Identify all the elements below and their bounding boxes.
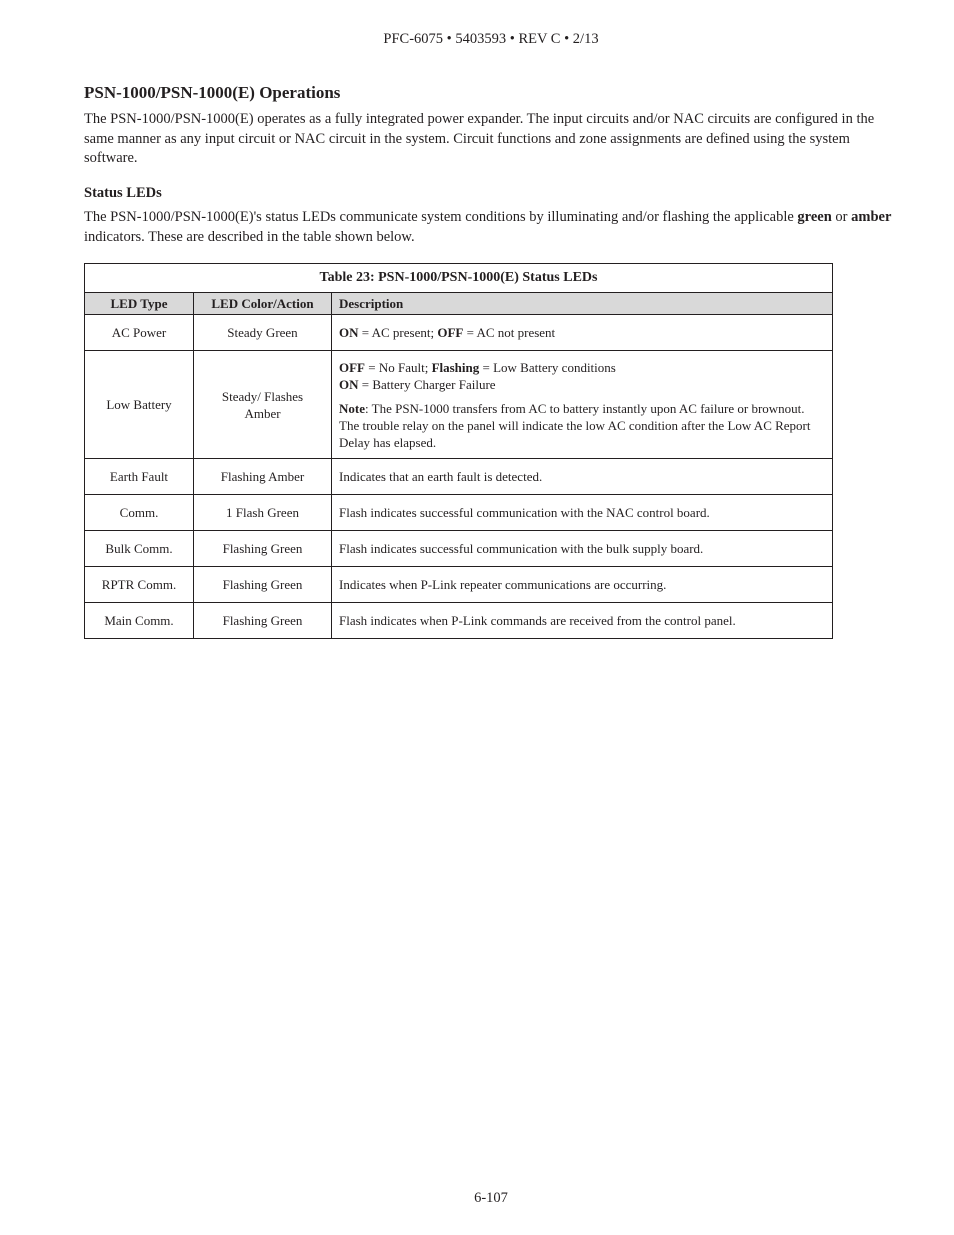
header-description: Description bbox=[332, 293, 833, 315]
page-number: 6-107 bbox=[474, 1190, 508, 1206]
bold-green: green bbox=[797, 209, 832, 225]
description-cell: OFF = No Fault; Flashing = Low Battery conditions ON = Battery Charger Failure Note: The PSN-1000 transfers from AC to battery instantly upon AC failure or brownout. The trouble relay on the panel will indicate the low AC condition after the Low AC Report Delay has elapsed. bbox=[332, 351, 833, 459]
status-leds-paragraph: The PSN-1000/PSN-1000(E)'s status LEDs communicate system conditions by illuminating and/or flashing the applicable green or amber indicators. These are described in the table shown below. bbox=[84, 209, 892, 245]
description-cell: Indicates when P-Link repeater communications are occurring. bbox=[332, 567, 833, 603]
led-color-cell: Flashing Green bbox=[194, 567, 332, 603]
table-row bbox=[85, 351, 833, 459]
led-type-cell: Low Battery bbox=[85, 351, 194, 459]
table-row bbox=[85, 495, 833, 531]
led-type-cell: Main Comm. bbox=[85, 603, 194, 639]
description-cell: Indicates that an earth fault is detected. bbox=[332, 459, 833, 495]
table-row bbox=[85, 603, 833, 639]
note-text: Note: The PSN-1000 transfers from AC to battery instantly upon AC failure or brownout. The trouble relay on the panel will indicate the low AC condition after the Low AC Report Delay has elapsed. bbox=[339, 400, 811, 450]
table-header-row bbox=[85, 293, 833, 315]
led-type-cell: Bulk Comm. bbox=[85, 531, 194, 567]
bold-amber: amber bbox=[851, 209, 892, 225]
led-color-cell: Steady/ Flashes Amber bbox=[194, 351, 332, 459]
led-type-cell: RPTR Comm. bbox=[85, 567, 194, 603]
table-row bbox=[85, 567, 833, 603]
description-cell: Flash indicates successful communication with the NAC control board. bbox=[332, 495, 833, 531]
page-header: PFC-6075 • 5403593 • REV C • 2/13 bbox=[383, 31, 599, 47]
table-caption-row bbox=[85, 264, 833, 293]
header-led-type: LED Type bbox=[85, 293, 194, 315]
led-color-cell: Flashing Green bbox=[194, 531, 332, 567]
header-led-color: LED Color/Action bbox=[194, 293, 332, 315]
description-cell: Flash indicates when P-Link commands are received from the control panel. bbox=[332, 603, 833, 639]
table-caption: Table 23: PSN-1000/PSN-1000(E) Status LEDs bbox=[85, 264, 833, 293]
status-leds-heading: Status LEDs bbox=[84, 185, 162, 201]
led-color-cell: Flashing Green bbox=[194, 603, 332, 639]
section-title: PSN-1000/PSN-1000(E) Operations bbox=[84, 83, 341, 102]
led-type-cell: AC Power bbox=[85, 315, 194, 351]
led-type-cell: Earth Fault bbox=[85, 459, 194, 495]
description-cell: Flash indicates successful communication with the bulk supply board. bbox=[332, 531, 833, 567]
table-row bbox=[85, 315, 833, 351]
led-color-cell: Steady Green bbox=[194, 315, 332, 351]
intro-paragraph: The PSN-1000/PSN-1000(E) operates as a fully integrated power expander. The input circuits and/or NAC circuits are configured in the same manner as any input circuit or NAC circuit in the system. Circuit functions and zone assignments are defined using the system software. bbox=[84, 111, 875, 166]
table-row bbox=[85, 459, 833, 495]
status-leds-table bbox=[84, 263, 833, 639]
description-cell: ON = AC present; OFF = AC not present bbox=[332, 315, 833, 351]
led-color-cell: 1 Flash Green bbox=[194, 495, 332, 531]
table-row bbox=[85, 531, 833, 567]
led-color-cell: Flashing Amber bbox=[194, 459, 332, 495]
led-type-cell: Comm. bbox=[85, 495, 194, 531]
